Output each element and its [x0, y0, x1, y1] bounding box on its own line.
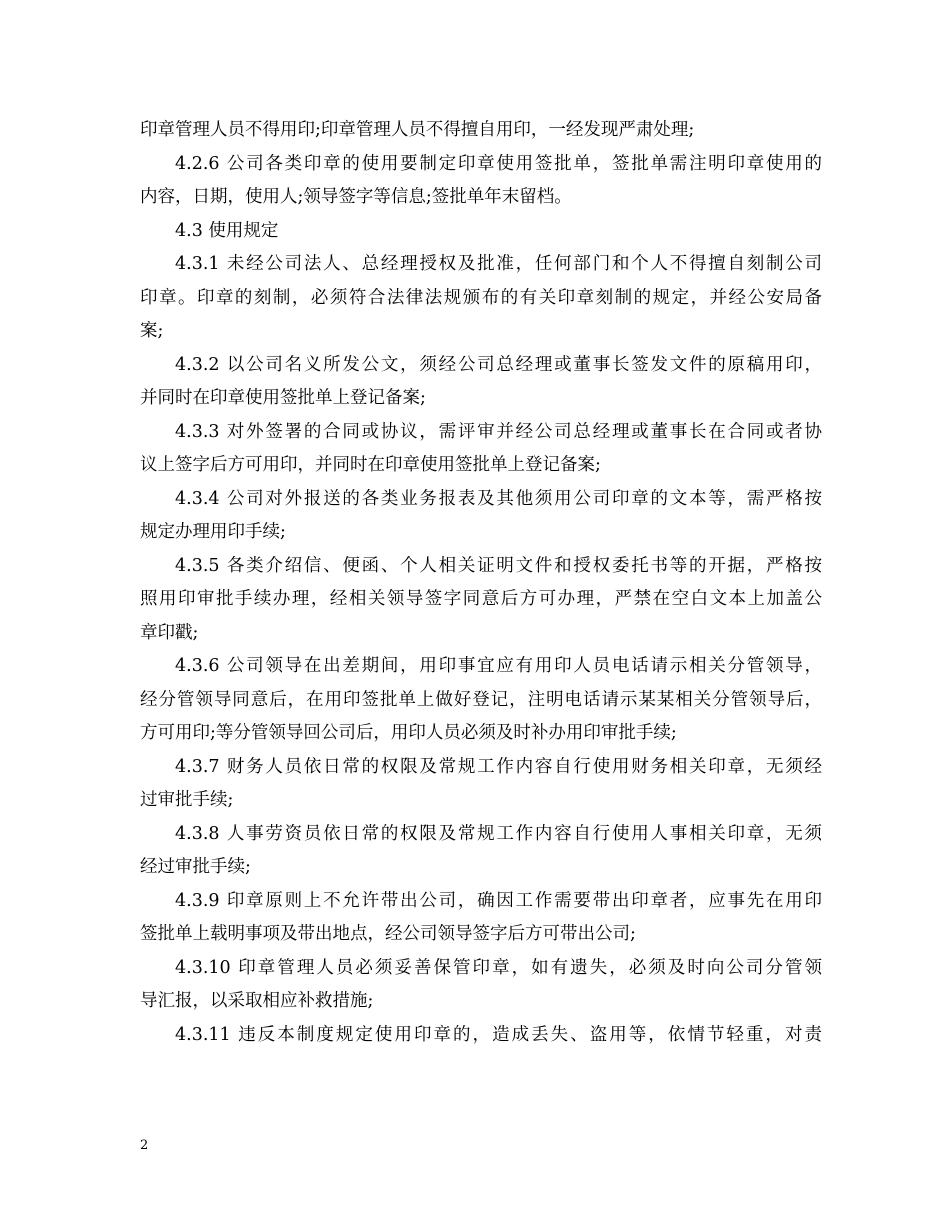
text-line: 4.3.5 各类介绍信、便函、个人相关证明文件和授权委托书等的开据，严格按: [175, 555, 822, 576]
text-line: 规定办理用印手续;: [140, 522, 286, 542]
text-line: 印章管理人员不得用印;印章管理人员不得擅自用印，一经发现严肃处理;: [140, 120, 695, 140]
document-body: [140, 114, 822, 1052]
text-line: 并同时在印章使用签批单上登记备案;: [140, 388, 426, 408]
text-line: 章印戳;: [140, 622, 199, 643]
text-line: 过审批手续;: [140, 790, 234, 810]
text-line: 4.3.10 印章管理人员必须妥善保管印章，如有遗失，必须及时向公司分管领: [175, 957, 822, 978]
text-line: 4.3.6 公司领导在出差期间，用印事宜应有用印人员电话请示相关分管领导，: [175, 656, 822, 676]
text-line: 照用印审批手续办理，经相关领导签字同意后方可办理，严禁在空白文本上加盖公: [140, 589, 822, 609]
text-line: 经过审批手续;: [140, 857, 251, 877]
text-line: 4.3.2 以公司名义所发公文，须经公司总经理或董事长签发文件的原稿用印，: [175, 354, 822, 375]
text-line: 议上签字后方可用印，并同时在印章使用签批单上登记备案;: [140, 455, 601, 475]
text-line: 4.3.1 未经公司法人、总经理授权及批准，任何部门和个人不得擅自刻制公司: [175, 254, 822, 274]
text-line: 4.3.4 公司对外报送的各类业务报表及其他须用公司印章的文本等，需严格按: [175, 488, 822, 509]
text-line: 内容，日期，使用人;领导签字等信息;签批单年末留档。: [140, 187, 572, 207]
text-line: 4.2.6 公司各类印章的使用要制定印章使用签批单，签批单需注明印章使用的: [175, 153, 822, 174]
text-line: 印章。印章的刻制，必须符合法律法规颁布的有关印章刻制的规定，并经公安局备: [140, 287, 822, 308]
text-line: 方可用印;等分管领导回公司后，用印人员必须及时补办用印审批手续;: [140, 723, 677, 743]
text-line: 4.3 使用规定: [175, 220, 279, 241]
text-line: 4.3.11 违反本制度规定使用印章的，造成丢失、盗用等，依情节轻重，对责: [175, 1024, 822, 1045]
text-line: 案;: [140, 321, 164, 341]
page-number: 2: [140, 1138, 149, 1153]
text-line: 4.3.7 财务人员依日常的权限及常规工作内容自行使用财务相关印章，无须经: [175, 756, 822, 777]
text-line: 导汇报，以采取相应补救措施;: [140, 991, 374, 1011]
text-line: 签批单上载明事项及带出地点，经公司领导签字后方可带出公司;: [140, 924, 636, 944]
text-line: 4.3.9 印章原则上不允许带出公司，确因工作需要带出印章者，应事先在用印: [175, 890, 822, 911]
text-line: 4.3.3 对外签署的合同或协议，需评审并经公司总经理或董事长在合同或者协: [175, 421, 822, 442]
text-line: 经分管领导同意后，在用印签批单上做好登记，注明电话请示某某相关分管领导后，: [140, 689, 822, 710]
text-line: 4.3.8 人事劳资员依日常的权限及常规工作内容自行使用人事相关印章，无须: [175, 823, 822, 844]
